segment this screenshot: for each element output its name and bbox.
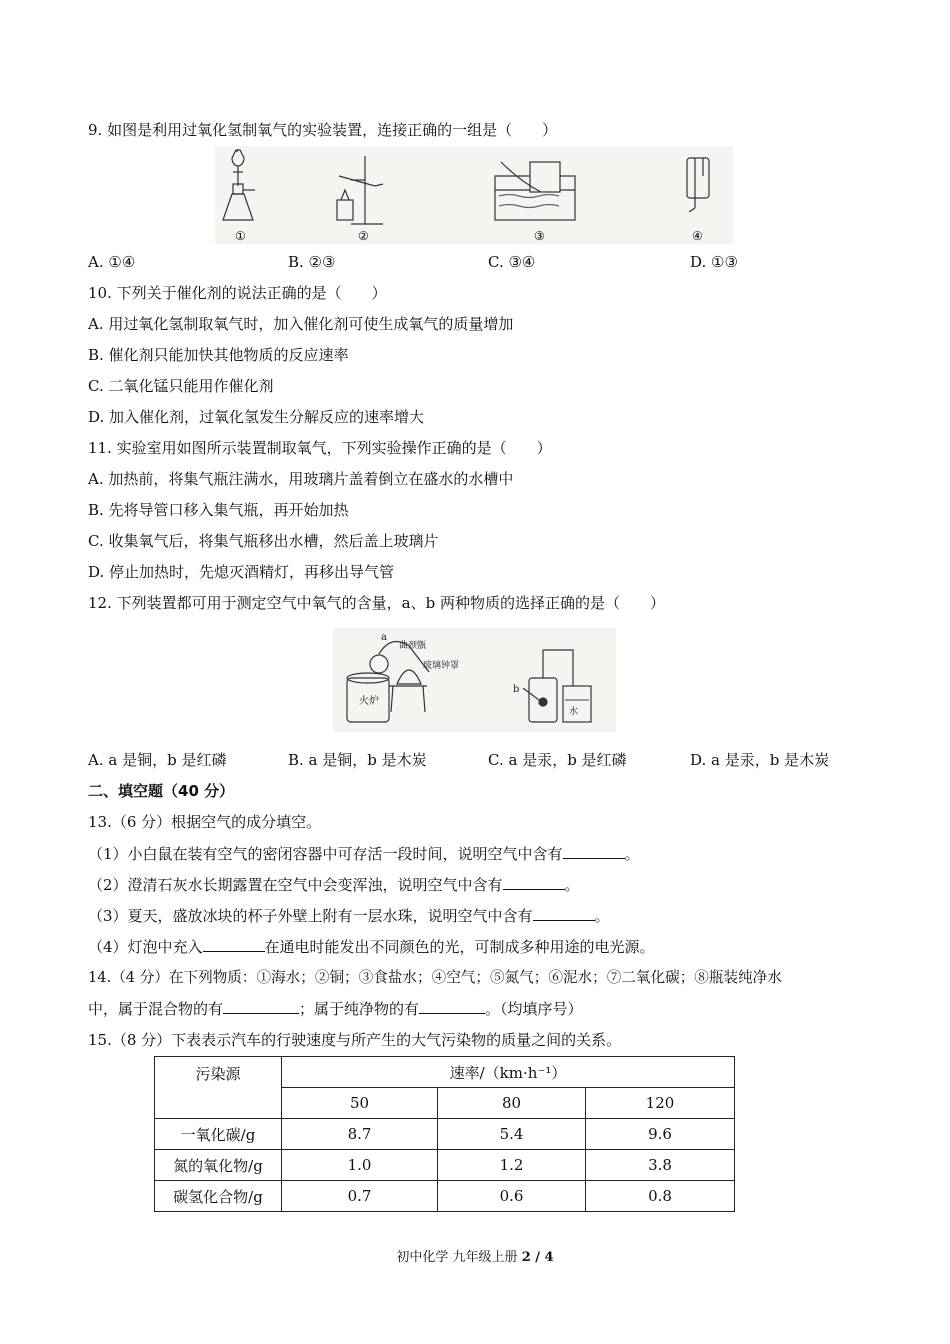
table-row-label: 氮的氧化物/g (155, 1150, 282, 1181)
q11-stem: 11. 实验室用如图所示装置制取氧气，下列实验操作正确的是（ ） (88, 439, 552, 457)
table-row (155, 1119, 735, 1150)
q13-item-1 (88, 844, 640, 864)
q10-option-b[interactable]: B. 催化剂只能加快其他物质的反应速率 (88, 346, 349, 364)
table-cell: 8.7 (282, 1119, 438, 1150)
q14-line-2 (88, 999, 583, 1019)
q11-option-d[interactable]: D. 停止加热时，先熄灭酒精灯，再移出导气管 (88, 563, 395, 581)
table-corner-header: 污染源 (155, 1057, 282, 1119)
fig9-label-2: ② (358, 229, 369, 243)
q13-blank-4[interactable] (203, 937, 265, 952)
q14-text-c: 。（均填序号） (485, 1000, 583, 1018)
fig12-label-water: 水 (569, 707, 579, 717)
q12-option-b[interactable]: B. a 是铜，b 是木炭 (288, 751, 427, 769)
table-row (155, 1181, 735, 1212)
table-row-label: 碳氢化合物/g (155, 1181, 282, 1212)
q13-item-3 (88, 906, 610, 926)
q13-item-1-end: 。 (624, 845, 640, 863)
q11-option-a[interactable]: A. 加热前，将集气瓶注满水，用玻璃片盖着倒立在盛水的水槽中 (88, 470, 514, 488)
table-row-label: 一氧化碳/g (155, 1119, 282, 1150)
fig12-label-a: a (381, 632, 387, 643)
q13-item-4-end: 在通电时能发出不同颜色的光，可制成多种用途的电光源。 (264, 938, 655, 956)
q9-option-a[interactable]: A. ①④ (88, 253, 136, 271)
q12-apparatus-figure (333, 628, 616, 732)
q10-stem: 10. 下列关于催化剂的说法正确的是（ ） (88, 284, 387, 302)
q13-item-4-text: （4）灯泡中充入 (88, 938, 203, 956)
q13-blank-2[interactable] (503, 875, 565, 890)
q9-stem: 9. 如图是利用过氧化氢制氧气的实验装置，连接正确的一组是（ ） (88, 121, 558, 139)
q9-option-c[interactable]: C. ③④ (488, 253, 536, 271)
table-cell: 5.4 (438, 1119, 586, 1150)
q12-stem: 12. 下列装置都可用于测定空气中氧气的含量，a、b 两种物质的选择正确的是（ ） (88, 594, 665, 612)
table-row (155, 1150, 735, 1181)
q10-option-a[interactable]: A. 用过氧化氢制取氧气时，加入催化剂可使生成氧气的质量增加 (88, 315, 514, 333)
fig9-label-1: ① (235, 229, 246, 243)
fig12-label-retort: 曲颈甑 (399, 641, 427, 651)
q12-option-d[interactable]: D. a 是汞，b 是木炭 (690, 751, 830, 769)
q10-option-c[interactable]: C. 二氧化锰只能用作催化剂 (88, 377, 274, 395)
q11-option-b[interactable]: B. 先将导管口移入集气瓶，再开始加热 (88, 501, 349, 519)
q13-blank-3[interactable] (533, 906, 595, 921)
q9-option-b[interactable]: B. ②③ (288, 253, 336, 271)
table-cell: 0.6 (438, 1181, 586, 1212)
q14-line-1: 14.（4 分）在下列物质：①海水；②铜；③食盐水；④空气；⑤氮气；⑥泥水；⑦二氧化碳；⑧瓶装纯净水 (88, 969, 782, 986)
fig12-label-bell-jar: 玻璃钟罩 (423, 661, 460, 671)
table-cell: 3.8 (586, 1150, 735, 1181)
q14-text-b: ；属于纯净物的有 (299, 1000, 420, 1018)
q12-option-c[interactable]: C. a 是汞，b 是红磷 (488, 751, 627, 769)
section-title: 二、填空题（40 分） (88, 782, 235, 800)
table-speed-80: 80 (438, 1088, 586, 1119)
q13-item-2-text: （2）澄清石灰水长期露置在空气中会变浑浊，说明空气中含有 (88, 876, 503, 894)
fig9-label-3: ③ (534, 229, 545, 243)
q13-blank-1[interactable] (563, 844, 625, 859)
q13-item-2-end: 。 (564, 876, 580, 894)
q13-stem: 13.（6 分）根据空气的成分填空。 (88, 813, 322, 831)
q13-item-1-text: （1）小白鼠在装有空气的密闭容器中可存活一段时间，说明空气中含有 (88, 845, 563, 863)
pollution-table (154, 1056, 735, 1212)
q14-blank-pure[interactable] (419, 999, 485, 1014)
q13-item-2 (88, 875, 580, 895)
q14-text-a: 中，属于混合物的有 (88, 1000, 224, 1018)
table-cell: 0.8 (586, 1181, 735, 1212)
table-speed-50: 50 (282, 1088, 438, 1119)
page-footer (0, 1246, 950, 1265)
table-cell: 1.2 (438, 1150, 586, 1181)
q13-item-3-end: 。 (594, 907, 610, 925)
q10-option-d[interactable]: D. 加入催化剂，过氧化氢发生分解反应的速率增大 (88, 408, 425, 426)
footer-text: 初中化学 九年级上册 (396, 1250, 522, 1265)
table-speed-120: 120 (586, 1088, 735, 1119)
fig9-label-4: ④ (692, 229, 703, 243)
q15-stem: 15.（8 分）下表表示汽车的行驶速度与所产生的大气污染物的质量之间的关系。 (88, 1031, 622, 1049)
q13-item-4 (88, 937, 655, 957)
table-cell: 0.7 (282, 1181, 438, 1212)
q13-item-3-text: （3）夏天，盛放冰块的杯子外壁上附有一层水珠，说明空气中含有 (88, 907, 533, 925)
table-speed-header: 速率/（km·h⁻¹） (282, 1057, 735, 1088)
fig12-label-furnace: 火炉 (359, 696, 379, 707)
table-cell: 9.6 (586, 1119, 735, 1150)
q9-option-d[interactable]: D. ①③ (690, 253, 738, 271)
fig12-label-b: b (513, 684, 520, 695)
q14-blank-mixtures[interactable] (223, 999, 299, 1014)
page-number: 2 / 4 (521, 1250, 554, 1265)
q12-option-a[interactable]: A. a 是铜，b 是红磷 (88, 751, 227, 769)
q11-option-c[interactable]: C. 收集氧气后，将集气瓶移出水槽，然后盖上玻璃片 (88, 532, 439, 550)
table-cell: 1.0 (282, 1150, 438, 1181)
q9-apparatus-figure (215, 146, 733, 244)
